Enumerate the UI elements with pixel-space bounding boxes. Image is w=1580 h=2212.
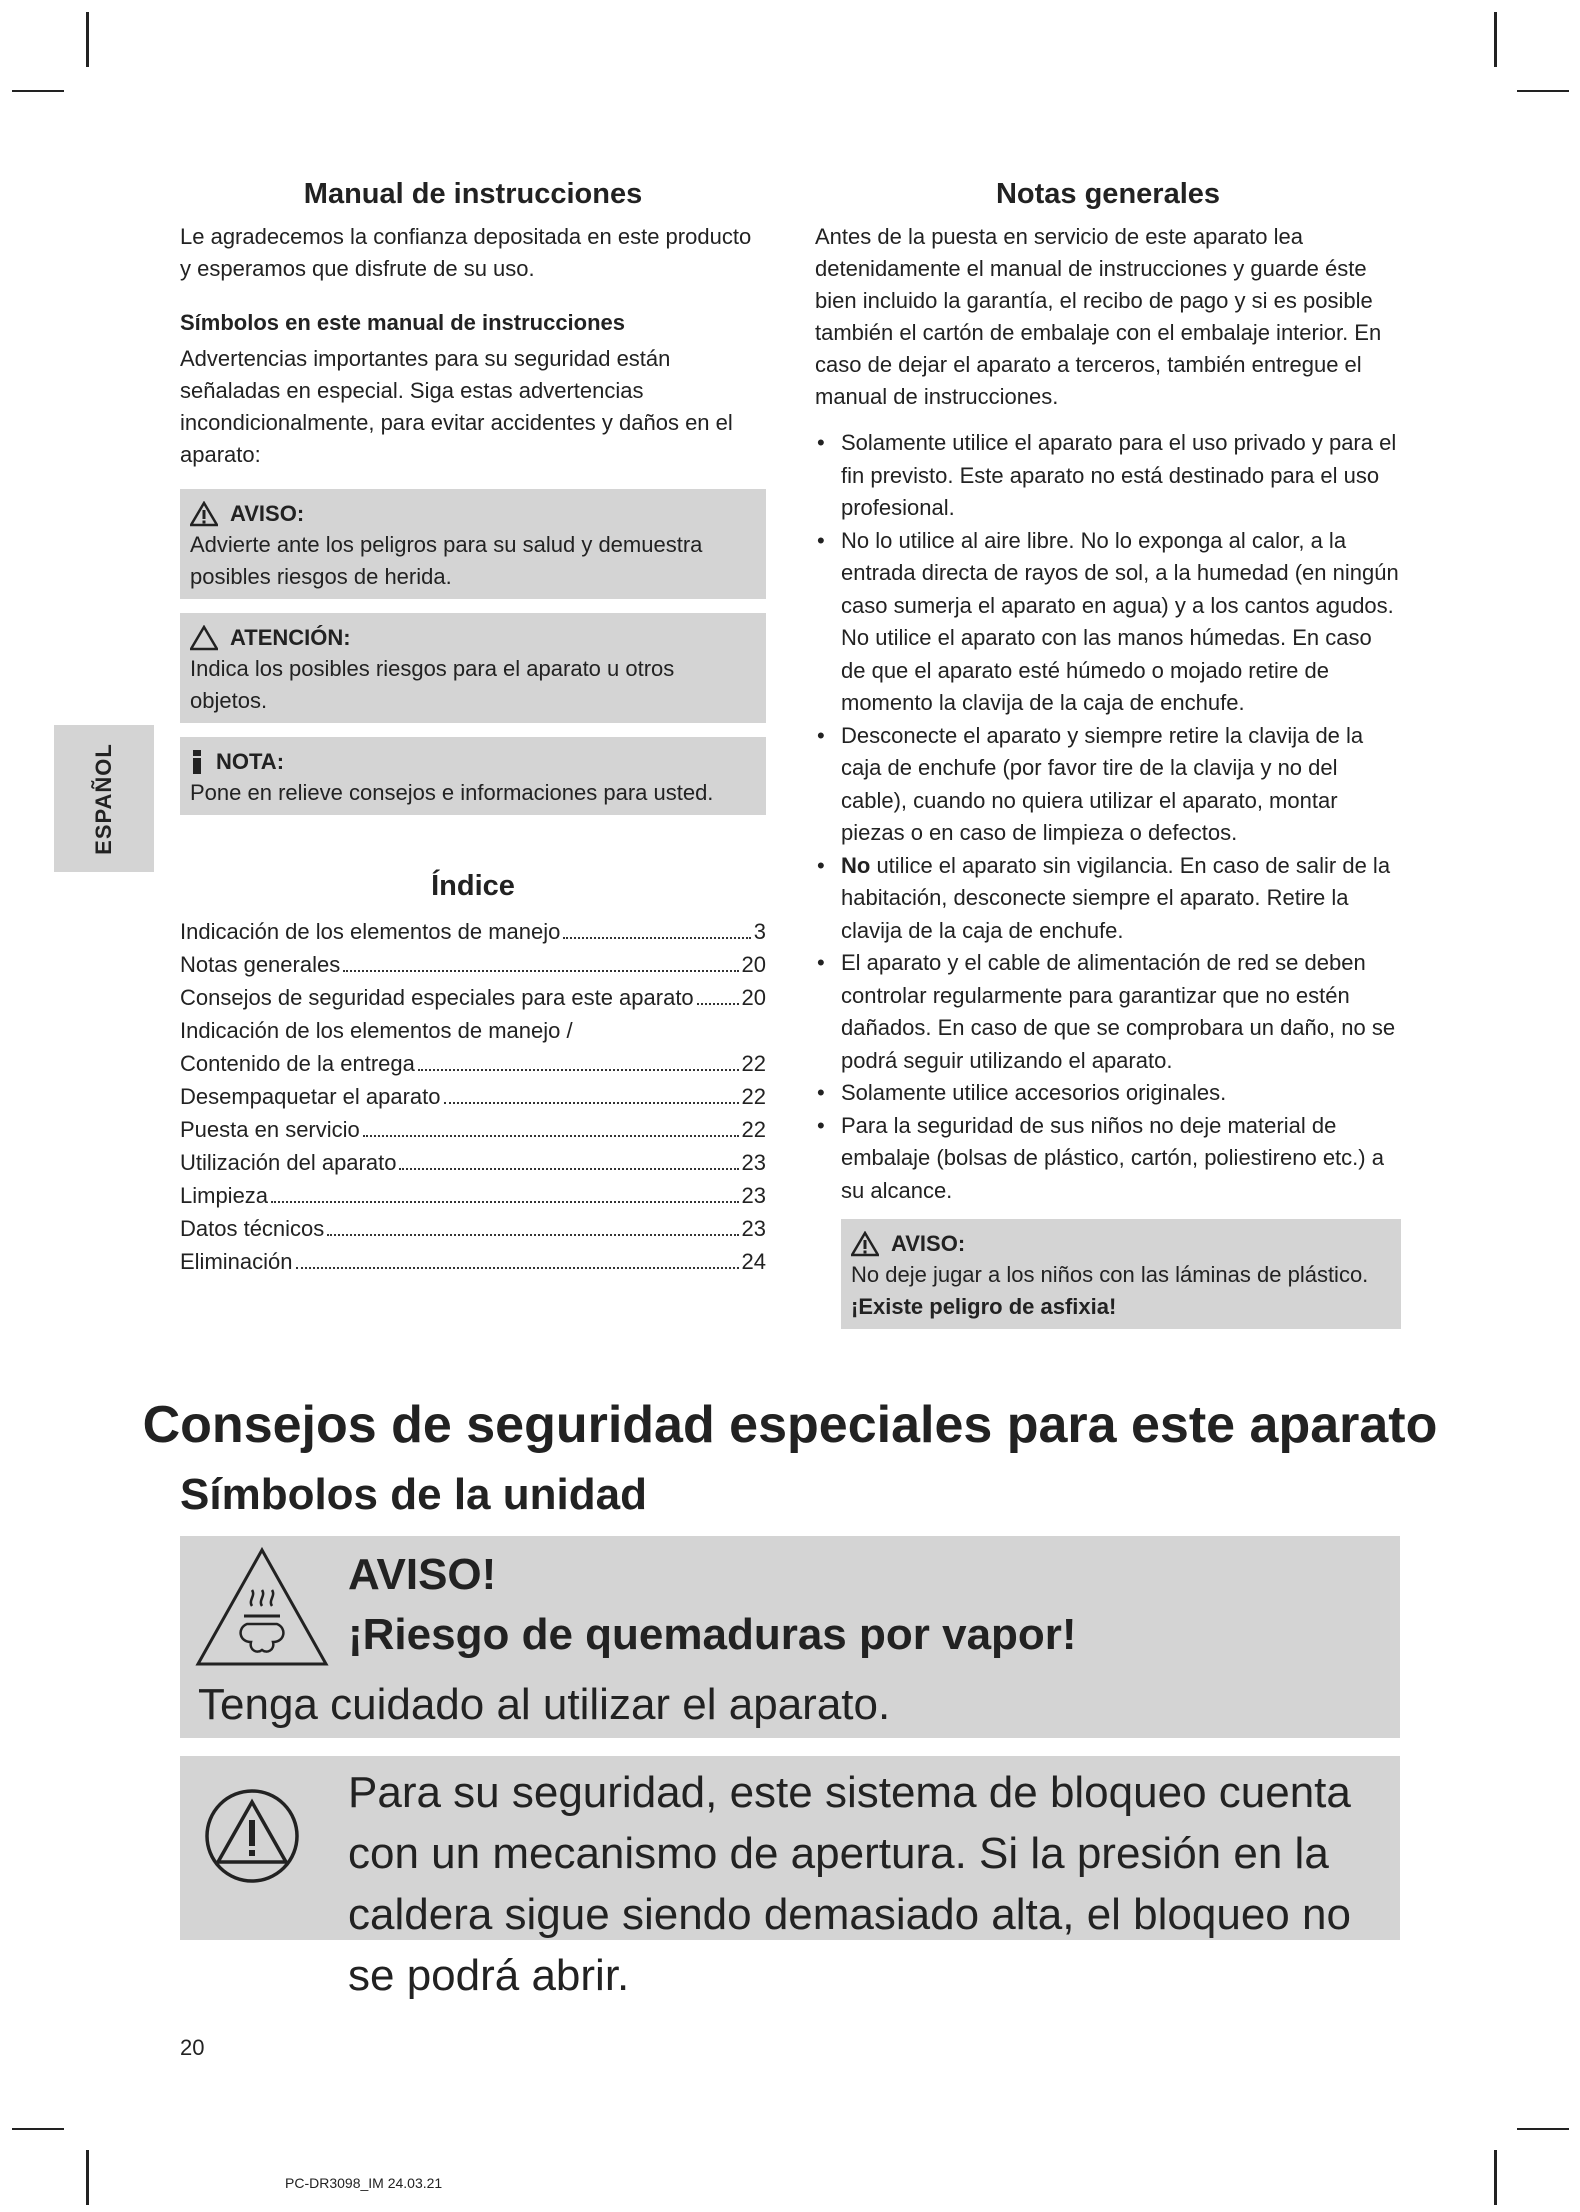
warning-box-title: AVISO: (190, 499, 756, 529)
table-of-contents (180, 915, 766, 1278)
suffocation-warning-box (841, 1219, 1401, 1329)
toc-row[interactable]: Utilización del aparato 23 (180, 1146, 766, 1179)
note-box-title: NOTA: (190, 747, 756, 777)
toc-row[interactable]: Eliminación 24 (180, 1245, 766, 1278)
steam-warning-headline: ¡Riesgo de quemaduras por vapor! (348, 1610, 1077, 1659)
crop-mark (1494, 12, 1497, 67)
left-column (180, 175, 766, 1278)
toc-row[interactable]: Puesta en servicio 22 (180, 1113, 766, 1146)
crop-mark (86, 2150, 89, 2205)
safety-bullet-list (815, 427, 1401, 1207)
safety-title: Consejos de seguridad especiales para este aparato (142, 1396, 1438, 1454)
general-notes-title: Notas generales (995, 178, 1221, 210)
warning-filled-icon (190, 501, 218, 527)
info-icon (190, 749, 204, 775)
warning-box (180, 489, 766, 599)
page-number: 20 (180, 2035, 205, 2060)
crop-mark (12, 90, 64, 92)
general-notes-intro: Antes de la puesta en servicio de este aparato lea detenidamente el manual de instrucciones y guarde éste bien incluido la garantía, el recibo de pago y si es posible también el cartón de embalaje con el embalaje interior. En caso de dejar el aparato a terceros, también entregue el manual de instrucciones. (815, 224, 1382, 409)
note-box-text: Pone en relieve consejos e informaciones para usted. (190, 780, 714, 805)
crop-mark (86, 12, 89, 67)
list-item: • No utilice el aparato sin vigilancia. En caso de salir de la habitación, desconecte siempre el aparato. Retire la clavija de la caja de enchufe. (815, 850, 1401, 948)
attention-box-title: ATENCIÓN: (190, 623, 756, 653)
list-item: • Para la seguridad de sus niños no deje material de embalaje (bolsas de plástico, cartón, poliestireno etc.) a su alcance. (815, 1110, 1401, 1208)
right-column (815, 175, 1401, 1329)
footer-doc-id: PC-DR3098_IM 24.03.21 (285, 2175, 443, 2191)
manual-intro: Le agradecemos la confianza depositada en este producto y esperamos que disfrute de su uso. (180, 224, 752, 281)
steam-warning-text: Tenga cuidado al utilizar el aparato. (198, 1680, 891, 1729)
toc-row[interactable]: Contenido de la entrega 22 (180, 1047, 766, 1080)
toc-row[interactable]: Consejos de seguridad especiales para este aparato 20 (180, 981, 766, 1014)
list-item: • Solamente utilice el aparato para el uso privado y para el fin previsto. Este aparato no está destinado para el uso profesional. (815, 427, 1401, 525)
steam-warning-box (180, 1536, 1400, 1738)
toc-row[interactable]: Datos técnicos 23 (180, 1212, 766, 1245)
crop-mark (1517, 2128, 1569, 2130)
steam-hazard-icon (192, 1544, 332, 1674)
language-tab (54, 725, 154, 872)
steam-warning-label: AVISO! (348, 1550, 497, 1599)
list-item: • Desconecte el aparato y siempre retire la clavija de la caja de enchufe (por favor tire de la clavija y no del cable), cuando no quiera utilizar el aparato, montar piezas o en caso de limpieza o defectos. (815, 720, 1401, 850)
symbols-text: Advertencias importantes para su seguridad están señaladas en especial. Siga estas advertencias incondicionalmente, para evitar accidentes y daños en el aparato: (180, 346, 733, 467)
crop-mark (1494, 2150, 1497, 2205)
note-box (180, 737, 766, 815)
list-item: • Solamente utilice accesorios originales. (815, 1077, 1401, 1110)
suffocation-warning-emphasis: ¡Existe peligro de asfixia! (851, 1294, 1117, 1319)
index-title: Índice (431, 870, 515, 902)
suffocation-warning-title: AVISO: (851, 1229, 1391, 1259)
toc-row[interactable]: Desempaquetar el aparato 22 (180, 1080, 766, 1113)
suffocation-warning-text: No deje jugar a los niños con las láminas de plástico. (851, 1262, 1369, 1287)
list-item: • El aparato y el cable de alimentación de red se deben controlar regularmente para garantizar que no estén dañados. En caso de que se comprobara un daño, no se podrá seguir utilizando el aparato. (815, 947, 1401, 1077)
warning-outline-icon (190, 625, 218, 651)
toc-row[interactable]: Limpieza 23 (180, 1179, 766, 1212)
crop-mark (12, 2128, 64, 2130)
toc-row[interactable]: Notas generales 20 (180, 948, 766, 981)
language-tab-label: ESPAÑOL (91, 742, 116, 855)
unit-symbols-subtitle: Símbolos de la unidad (180, 1470, 647, 1519)
warning-filled-icon (851, 1231, 879, 1257)
lock-info-text: Para su seguridad, este sistema de bloqueo cuenta con un mecanismo de apertura. Si la presión en la caldera sigue siendo demasiado alta, el bloqueo no se podrá abrir. (348, 1768, 1351, 2000)
toc-row[interactable]: Indicación de los elementos de manejo 3 (180, 915, 766, 948)
warning-box-text: Advierte ante los peligros para su salud y demuestra posibles riesgos de herida. (190, 532, 703, 589)
attention-box-text: Indica los posibles riesgos para el aparato u otros objetos. (190, 656, 675, 713)
attention-box (180, 613, 766, 723)
manual-title: Manual de instrucciones (303, 178, 643, 210)
caution-circle-icon (202, 1786, 302, 1886)
list-item: • No lo utilice al aire libre. No lo exponga al calor, a la entrada directa de rayos de sol, a la humedad (en ningún caso sumerja el aparato en agua) y a los cantos agudos. No utilice el aparato con las manos húmedas. En caso de que el aparato esté húmedo o mojado retire de momento la clavija de la caja de enchufe. (815, 525, 1401, 720)
crop-mark (1517, 90, 1569, 92)
toc-row[interactable]: Indicación de los elementos de manejo / (180, 1018, 573, 1043)
lock-info-box (180, 1756, 1400, 2000)
symbols-heading: Símbolos en este manual de instrucciones (180, 310, 626, 335)
